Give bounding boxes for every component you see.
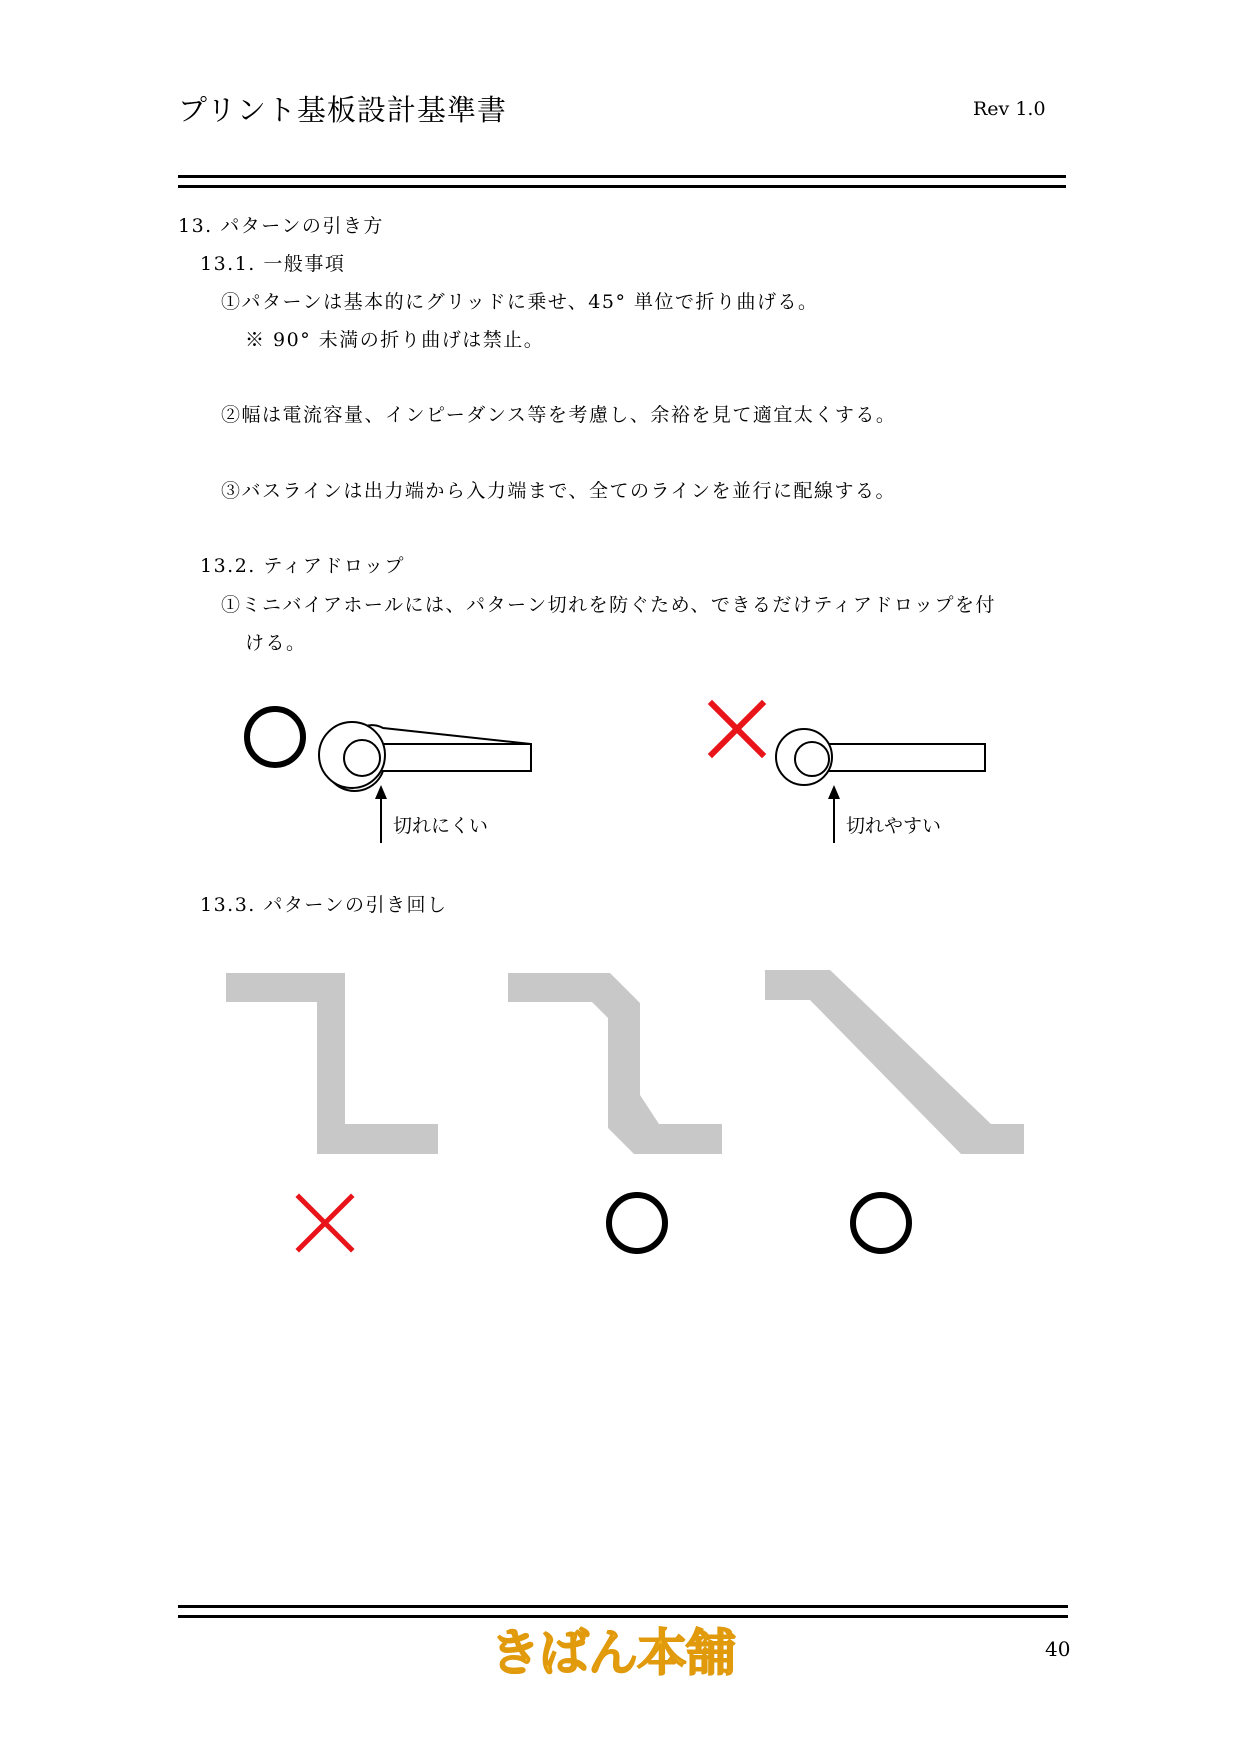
circle-ok-icon xyxy=(609,1195,665,1251)
teardrop-item-line2: ける。 xyxy=(245,632,307,654)
rule-item-2: ②幅は電流容量、インピーダンス等を考慮し、余裕を見て適宜太くする。 xyxy=(221,404,897,426)
trace-right-angle xyxy=(226,973,438,1154)
kiban-honpo-logo xyxy=(488,1620,758,1686)
circle-ok-icon xyxy=(853,1195,909,1251)
revision-label: Rev 1.0 xyxy=(973,98,1046,120)
teardrop-item-line1: ①ミニバイアホールには、パターン切れを防ぐため、できるだけティアドロップを付 xyxy=(221,594,997,616)
subsection-13-3-heading: 13.3. パターンの引き回し xyxy=(200,894,448,916)
rule-item-3: ③バスラインは出力端から入力端まで、全てのラインを並行に配線する。 xyxy=(221,480,896,502)
svg-text:きばん本舗: きばん本舗 xyxy=(490,1624,735,1682)
footer-rule-bottom xyxy=(178,1615,1068,1618)
document-title: プリント基板設計基準書 xyxy=(178,93,507,127)
cross-ng-icon xyxy=(299,1197,351,1249)
rule-note-1: ※ 90° 未満の折り曲げは禁止。 xyxy=(245,329,545,351)
footer-rule-top xyxy=(178,1605,1068,1608)
section-heading: 13. パターンの引き方 xyxy=(178,215,384,237)
trace-chamfered-bend xyxy=(508,973,722,1154)
rule-item-1: ①パターンは基本的にグリッドに乗せ、45° 単位で折り曲げる。 xyxy=(221,291,819,313)
subsection-13-1-heading: 13.1. 一般事項 xyxy=(200,253,346,275)
subsection-13-2-heading: 13.2. ティアドロップ xyxy=(200,555,405,577)
kiban-honpo-logo-image xyxy=(488,1620,758,1682)
label-easy-to-break: 切れやすい xyxy=(846,815,942,837)
label-hard-to-break: 切れにくい xyxy=(393,815,489,837)
trace-diagonal-run xyxy=(765,970,1024,1154)
page-number: 40 xyxy=(1045,1637,1071,1661)
